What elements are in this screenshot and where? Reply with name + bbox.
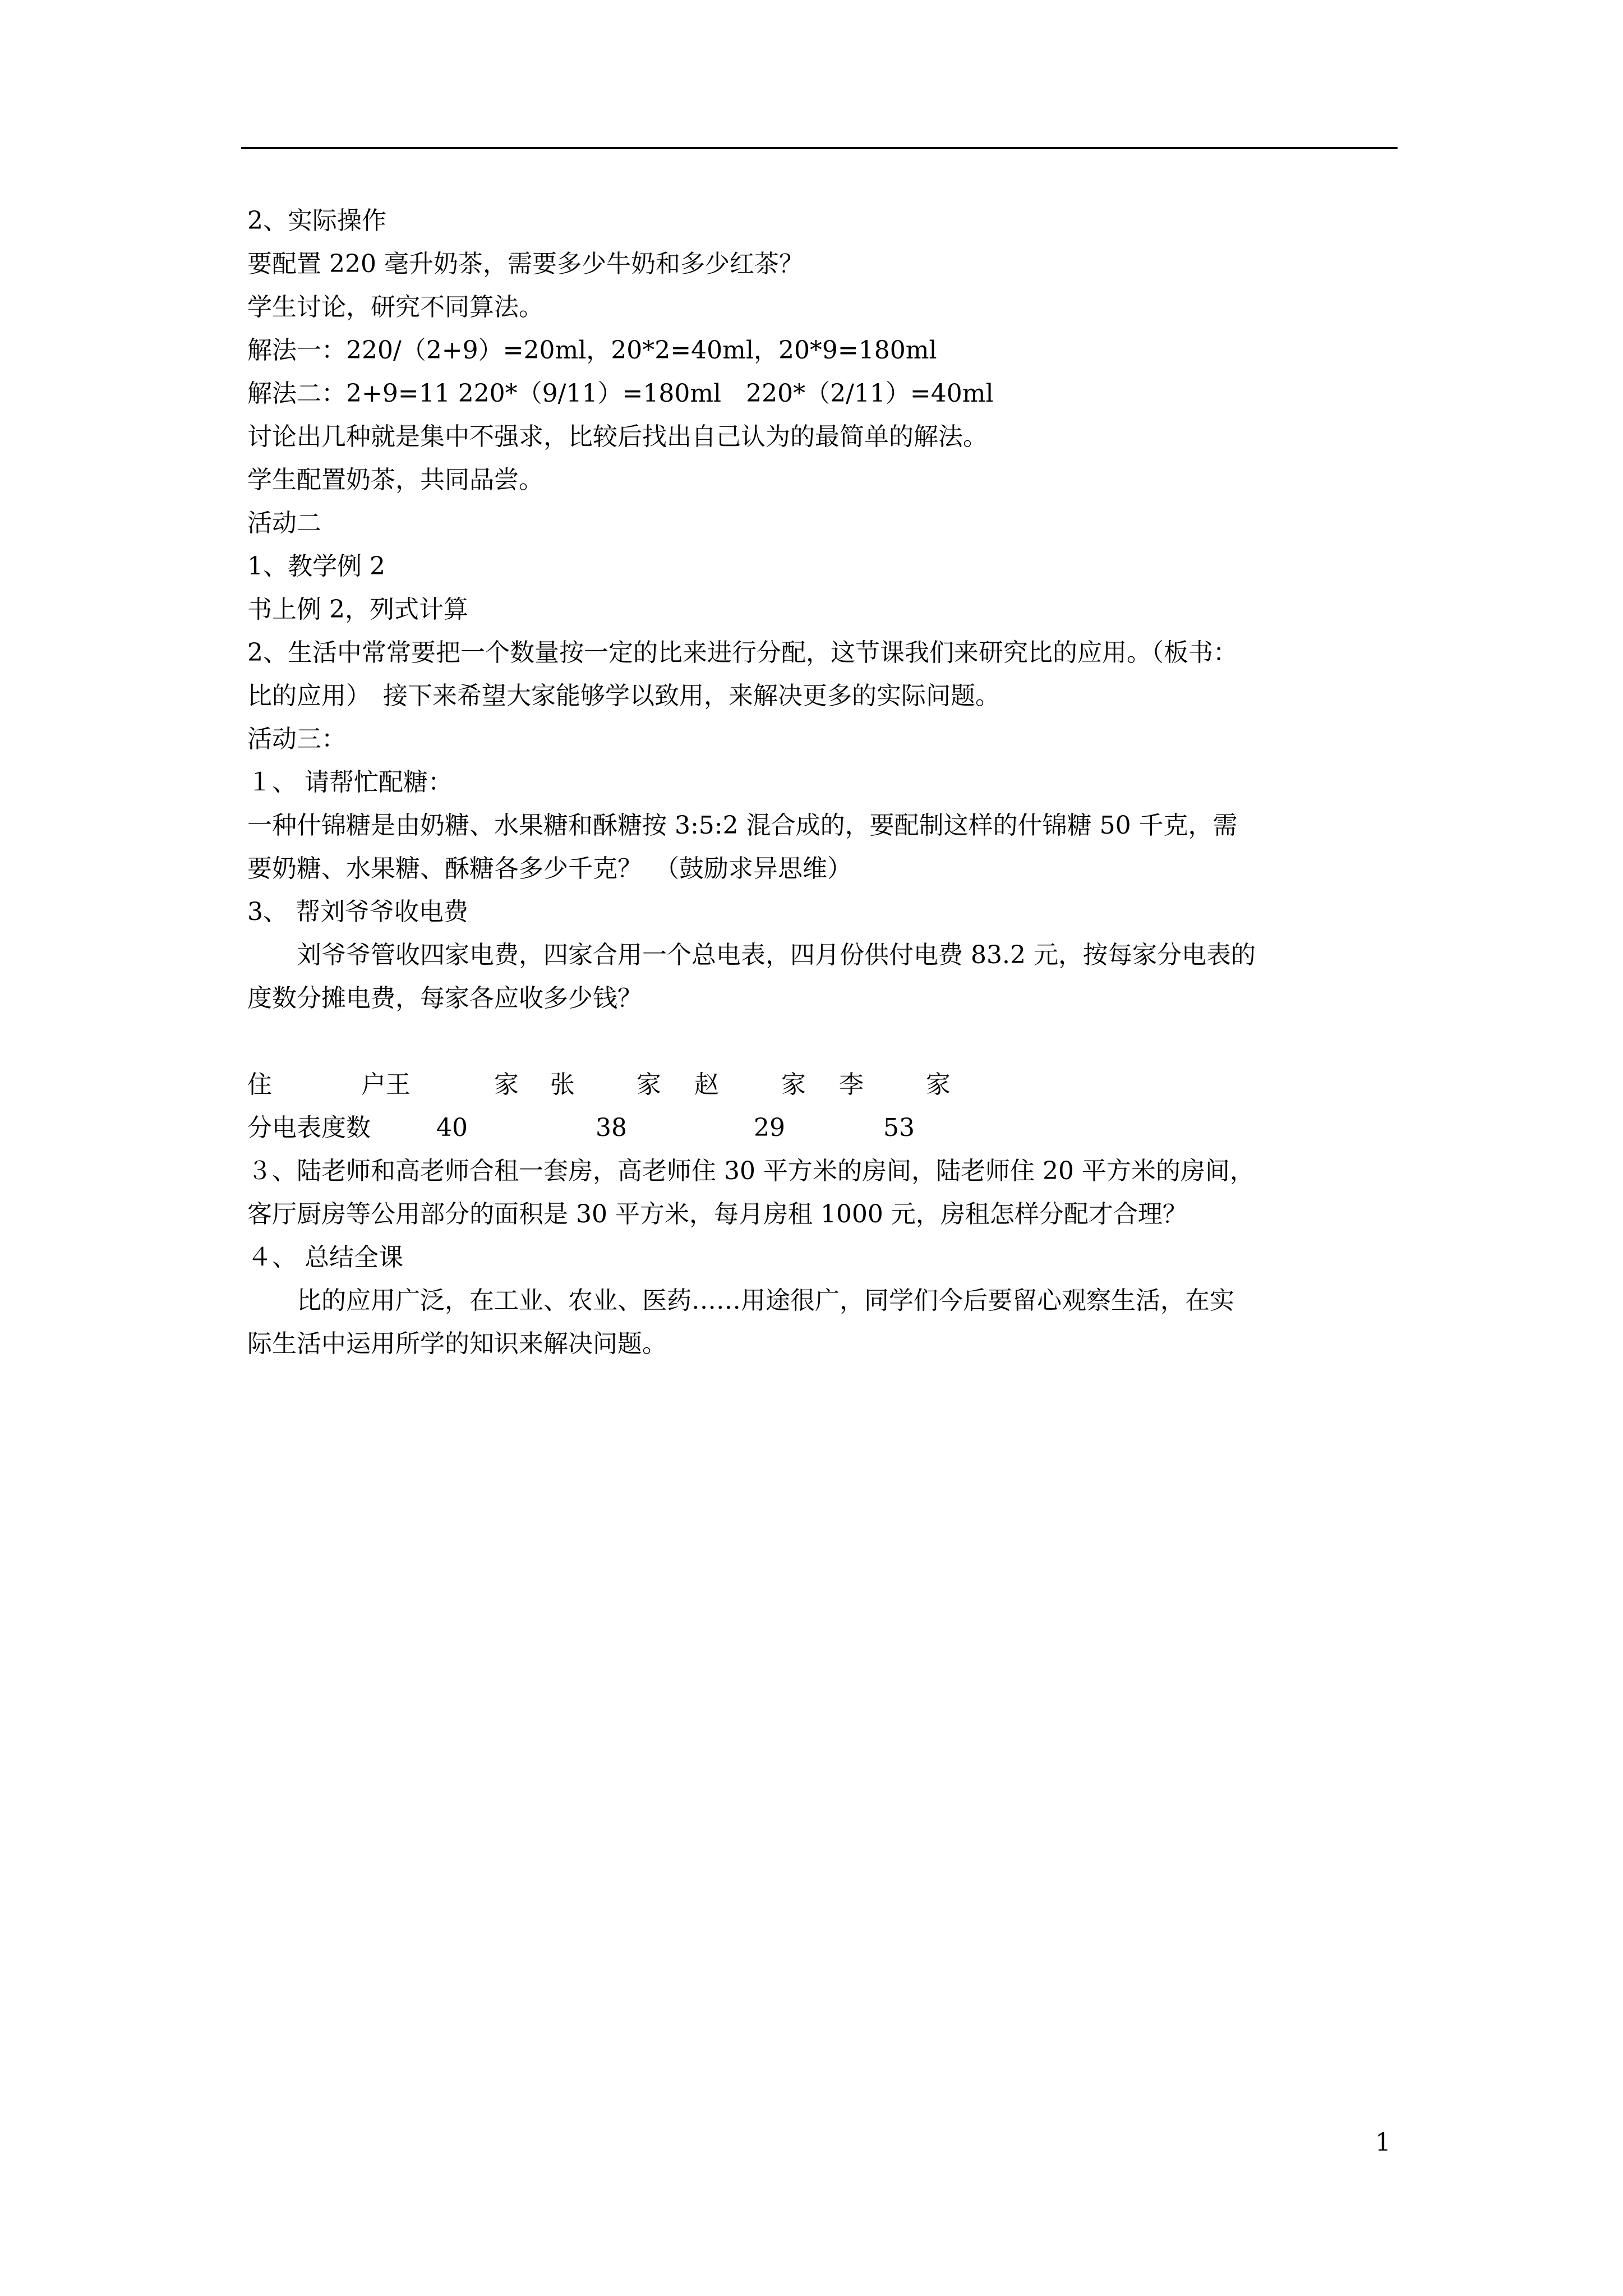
candy-problem: 要奶糖、水果糖、酥糖各多少千克？ （鼓励求异思维） xyxy=(247,854,852,883)
rent-problem: 客厅厨房等公用部分的面积是 30 平方米，每月房租 1000 元，房租怎样分配才合理？ xyxy=(247,1200,1187,1228)
table-header-cell: 家 xyxy=(637,1070,661,1099)
summary-text: 比的应用广泛，在工业、农业、医药……用途很广，同学们今后要留心观察生活，在实 xyxy=(297,1286,1234,1315)
candy-problem: 一种什锦糖是由奶糖、水果糖和酥糖按 3:5:2 混合成的，要配制这样的什锦糖 50 千克，需 xyxy=(247,811,1238,840)
table-header-cell: 李 xyxy=(839,1070,864,1099)
page-number: 1 xyxy=(1375,2128,1391,2157)
table-data-row xyxy=(247,1106,1403,1149)
section-heading-practice: 2、实际操作 xyxy=(247,206,386,235)
summary-text: 际生活中运用所学的知识来解决问题。 xyxy=(247,1329,667,1358)
rent-problem: ３、陆老师和高老师合租一套房，高老师住 30 平方米的房间，陆老师住 20 平方米的房间， xyxy=(247,1157,1255,1185)
blank-line xyxy=(247,1020,1403,1063)
table-header-cell: 家 xyxy=(494,1070,519,1099)
table-row-label: 分电表度数 xyxy=(247,1114,371,1142)
activity-two-heading: 活动二 xyxy=(247,509,321,537)
question-milk-tea: 要配置 220 毫升奶茶，需要多少牛奶和多少红茶？ xyxy=(247,250,804,278)
electricity-problem: 度数分摊电费，每家各应收多少钱？ xyxy=(247,984,642,1013)
electricity-problem: 刘爷爷管收四家电费，四家合用一个总电表，四月份供付电费 83.2 元，按每家分电表的 xyxy=(297,941,1256,969)
electricity-heading: 3、 帮刘爷爷收电费 xyxy=(247,898,468,926)
table-header-cell: 家 xyxy=(926,1070,951,1099)
paragraph-line: 学生配置奶茶，共同品尝。 xyxy=(247,466,543,494)
table-cell: 53 xyxy=(883,1114,915,1142)
paragraph-line: 2、生活中常常要把一个数量按一定的比来进行分配，这节课我们来研究比的应用。（板书： xyxy=(247,638,1238,667)
table-header-cell: 住 xyxy=(247,1070,272,1099)
table-header-cell: 赵 xyxy=(694,1070,719,1099)
solution-one: 解法一：220/（2+9）=20ml，20*2=40ml，20*9=180ml xyxy=(247,336,937,365)
table-header-cell: 家 xyxy=(781,1070,806,1099)
document-body xyxy=(247,199,1403,1365)
paragraph-line: 比的应用） 接下来希望大家能够学以致用，来解决更多的实际问题。 xyxy=(247,682,1000,710)
paragraph-line: 讨论出几种就是集中不强求，比较后找出自己认为的最简单的解法。 xyxy=(247,422,988,451)
table-cell: 29 xyxy=(754,1114,785,1142)
summary-heading: ４、 总结全课 xyxy=(247,1243,403,1272)
paragraph-line: 学生讨论，研究不同算法。 xyxy=(247,293,543,321)
activity-three-heading: 活动三： xyxy=(247,725,346,753)
table-header-row xyxy=(247,1063,1403,1106)
table-header-cell: 张 xyxy=(550,1070,575,1099)
table-cell: 40 xyxy=(436,1114,468,1142)
header-rule xyxy=(241,147,1398,149)
paragraph-line: 书上例 2，列式计算 xyxy=(247,595,468,624)
table-header-cell: 户王 xyxy=(361,1070,411,1099)
paragraph-line: １、 请帮忙配糖： xyxy=(247,768,453,797)
table-cell: 38 xyxy=(596,1114,627,1142)
paragraph-line: 1、教学例 2 xyxy=(247,552,385,581)
solution-two: 解法二：2+9=11 220*（9/11）=180ml 220*（2/11）=40ml xyxy=(247,379,994,408)
